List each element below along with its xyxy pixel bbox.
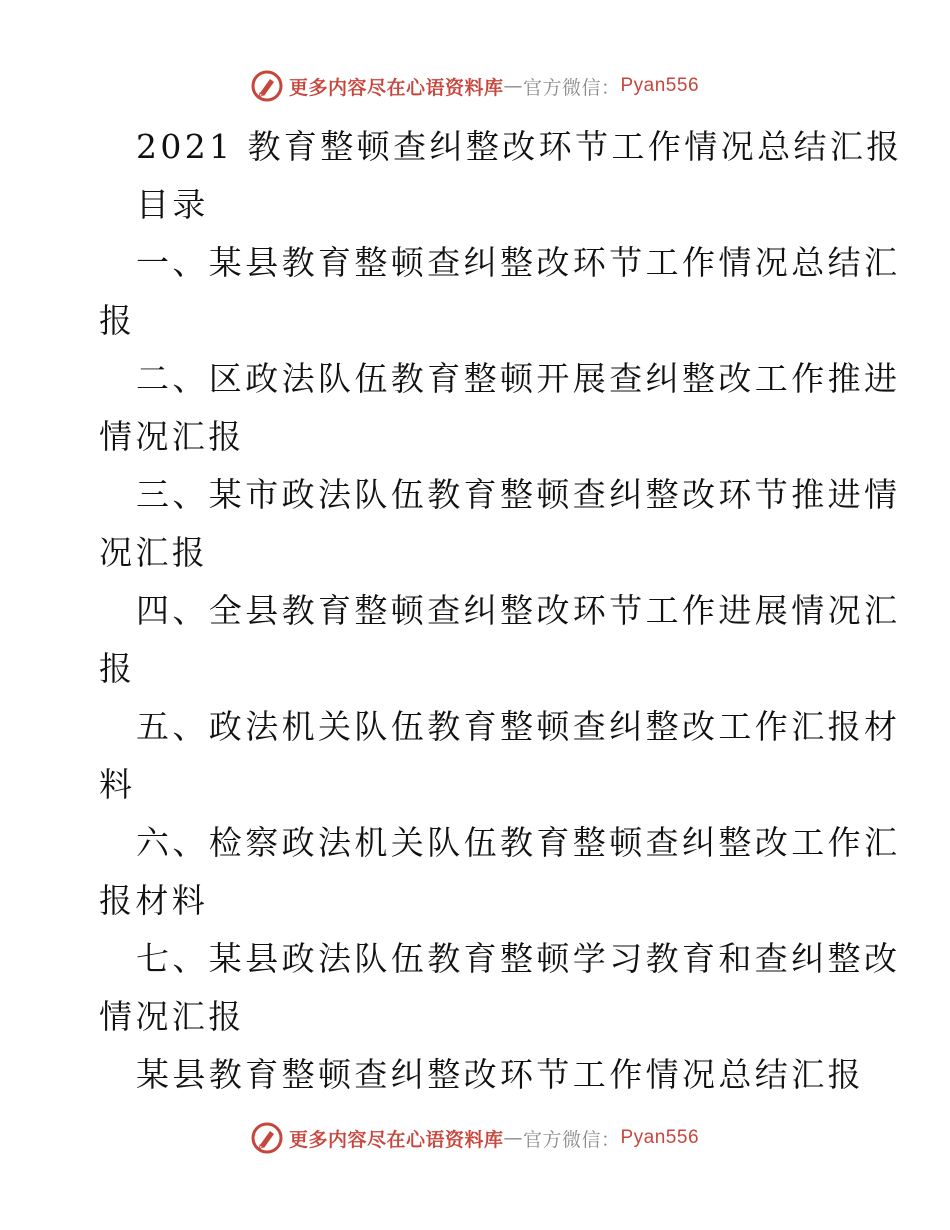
watermark-site-text: 更多内容尽在心语资料库 (288, 76, 504, 99)
toc-item-line: 四、全县教育整顿查纠整改环节工作进展情况汇 (136, 591, 901, 630)
watermark-separator: — (503, 1127, 523, 1149)
toc-item-line: 五、政法机关队伍教育整顿查纠整改工作汇报材 (136, 707, 901, 746)
toc-heading: 目录 (136, 185, 209, 224)
toc-item-1 (99, 234, 901, 350)
pen-logo-icon (251, 70, 283, 102)
watermark-site-text: 更多内容尽在心语资料库 (288, 1128, 504, 1151)
toc-item-7 (99, 930, 901, 1046)
document-body (99, 118, 903, 1104)
pen-logo-icon (251, 1122, 283, 1154)
toc-item-4 (99, 582, 901, 698)
toc-item-line: 二、区政法队伍教育整顿开展查纠整改工作推进 (136, 359, 901, 398)
document-title: 2021 教育整顿查纠整改环节工作情况总结汇报 (136, 127, 903, 166)
toc-item-line-continued: 报 (99, 301, 136, 340)
toc-item-line-continued: 情况汇报 (99, 997, 245, 1036)
watermark-footer (0, 1122, 950, 1154)
section-heading: 某县教育整顿查纠整改环节工作情况总结汇报 (136, 1055, 864, 1094)
toc-item-line: 六、检察政法机关队伍教育整顿查纠整改工作汇 (136, 823, 901, 862)
toc-item-line-continued: 料 (99, 765, 136, 804)
watermark-separator: — (503, 75, 523, 97)
toc-item-line: 七、某县政法队伍教育整顿学习教育和查纠整改 (136, 939, 901, 978)
watermark-label: 官方微信： (522, 76, 621, 99)
watermark-account: Pyan556 (620, 1127, 700, 1148)
watermark-label: 官方微信： (522, 1128, 621, 1151)
toc-item-line: 一、某县教育整顿查纠整改环节工作情况总结汇 (136, 243, 901, 282)
toc-item-6 (99, 814, 901, 930)
toc-item-line-continued: 报 (99, 649, 136, 688)
watermark-account: Pyan556 (620, 75, 700, 96)
toc-item-5 (99, 698, 901, 814)
toc-item-3 (99, 466, 901, 582)
toc-item-line-continued: 情况汇报 (99, 417, 245, 456)
toc-item-line: 三、某市政法队伍教育整顿查纠整改环节推进情 (136, 475, 901, 514)
toc-item-line-continued: 报材料 (99, 881, 209, 920)
watermark-header (0, 70, 950, 102)
toc-item-line-continued: 况汇报 (99, 533, 209, 572)
toc-item-2 (99, 350, 901, 466)
